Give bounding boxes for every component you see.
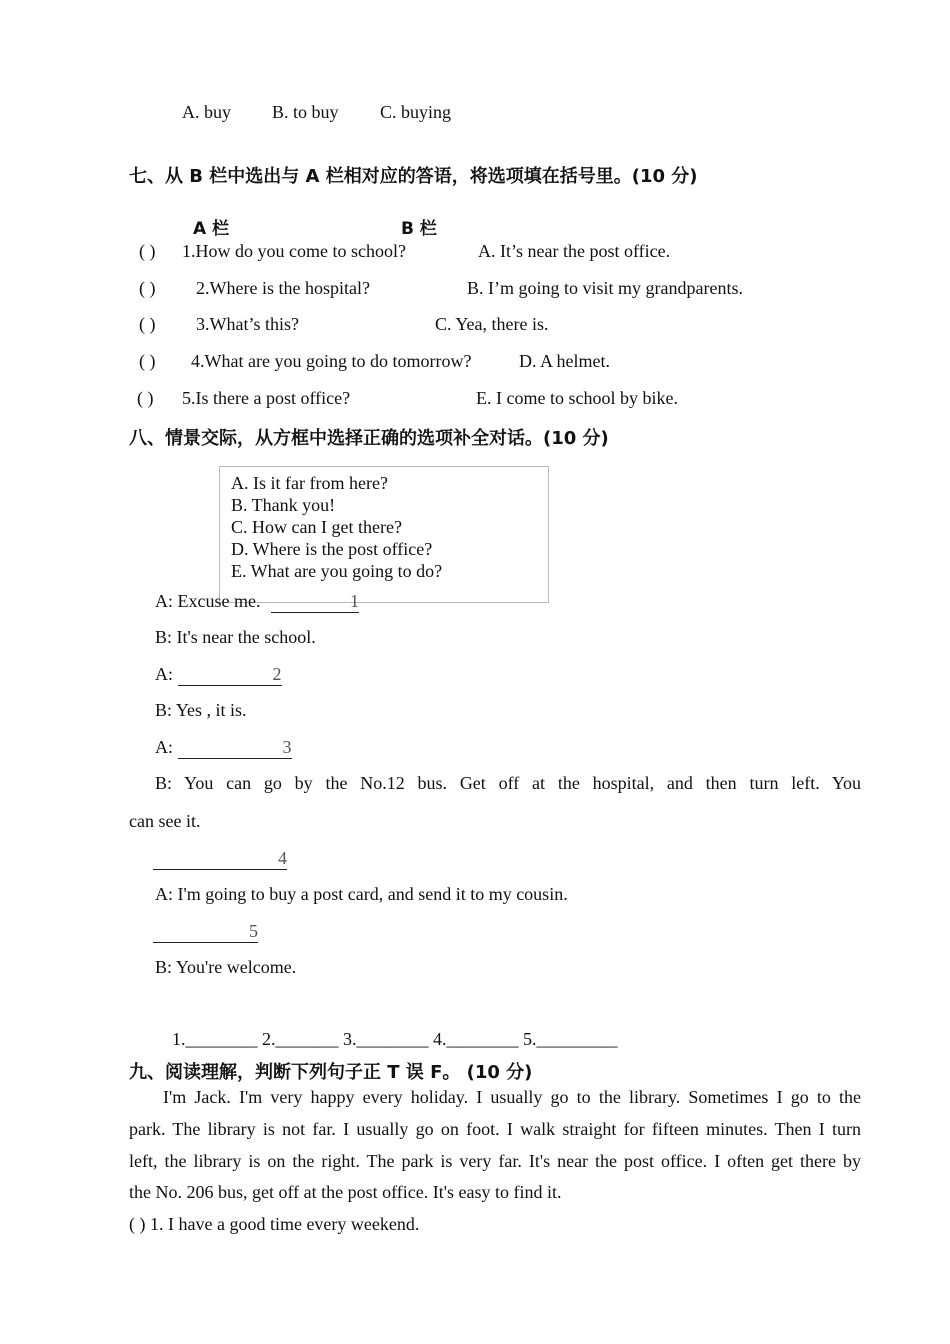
dialogue-line-5-speaker: A: — [155, 737, 173, 757]
w: can — [226, 773, 252, 793]
passage-line-1: I'm Jack. I'm very happy every holiday. I usually go to the library. Sometimes I go to the — [163, 1087, 861, 1107]
section9-title: 九、阅读理解，判断下列句子正 T 误 F。 (10 分) — [129, 1062, 533, 1083]
question-3: 3.What’s this? — [196, 314, 299, 334]
question-2: 2.Where is the hospital? — [196, 278, 370, 298]
w: by — [294, 773, 313, 793]
w: the — [325, 773, 348, 793]
box-option-e: E. What are you going to do? — [231, 561, 443, 581]
w: B: — [155, 773, 173, 793]
dialogue-line-1-text: A: Excuse me. — [155, 591, 261, 611]
dialogue-blank-3[interactable]: 3 — [178, 737, 292, 759]
w: go — [263, 773, 282, 793]
w: hospital, — [592, 773, 655, 793]
dialogue-blank-4[interactable]: 4 — [153, 848, 287, 870]
answer-bracket-5[interactable]: ( ) — [137, 388, 154, 408]
w: at — [532, 773, 546, 793]
w: Get — [459, 773, 486, 793]
w: left. — [791, 773, 820, 793]
dialogue-blank-5[interactable]: 5 — [153, 921, 258, 943]
answer-e: E. I come to school by bike. — [476, 388, 678, 408]
w: turn — [749, 773, 779, 793]
question-5: 5.Is there a post office? — [182, 388, 351, 408]
w: You — [184, 773, 214, 793]
dialogue-line-6 — [155, 773, 861, 794]
box-option-b: B. Thank you! — [231, 495, 336, 515]
answer-d: D. A helmet. — [519, 351, 610, 371]
question-1: 1.How do you come to school? — [182, 241, 406, 261]
section8-title: 八、情景交际，从方框中选择正确的选项补全对话。(10 分) — [129, 428, 609, 449]
dialogue-blank-2[interactable]: 2 — [178, 664, 282, 686]
answer-line[interactable]: 1.________ 2._______ 3.________ 4.________ 5._________ — [172, 1029, 618, 1049]
dialogue-line-7 — [153, 848, 287, 870]
passage-line-2: park. The library is not far. I usually go on foot. I walk straight for fifteen minutes. Then I turn — [129, 1119, 861, 1139]
option-a: A. buy — [182, 102, 231, 122]
answer-bracket-3[interactable]: ( ) — [139, 314, 156, 334]
passage-line-4: the No. 206 bus, get off at the post office. It's easy to find it. — [129, 1182, 562, 1202]
passage-line-3: left, the library is on the right. The park is very far. It's near the post office. I often get there by — [129, 1151, 861, 1171]
dialogue-line-8: A: I'm going to buy a post card, and send it to my cousin. — [155, 884, 568, 904]
answer-c: C. Yea, there is. — [435, 314, 549, 334]
dialogue-line-3-speaker: A: — [155, 664, 173, 684]
dialogue-line-1 — [155, 591, 359, 613]
answer-bracket-1[interactable]: ( ) — [139, 241, 156, 261]
dialogue-line-4: B: Yes , it is. — [155, 700, 247, 720]
w: bus. — [417, 773, 448, 793]
dialogue-line-9 — [153, 921, 258, 943]
section7-title: 七、从 B 栏中选出与 A 栏相对应的答语，将选项填在括号里。(10 分) — [129, 166, 698, 187]
column-a-header: A 栏 — [193, 219, 230, 239]
option-c: C. buying — [380, 102, 452, 122]
w: the — [557, 773, 580, 793]
answer-bracket-2[interactable]: ( ) — [139, 278, 156, 298]
w: You — [831, 773, 862, 793]
answer-b: B. I’m going to visit my grandparents. — [467, 278, 743, 298]
answer-bracket-4[interactable]: ( ) — [139, 351, 156, 371]
option-b: B. to buy — [272, 102, 339, 122]
answer-a: A. It’s near the post office. — [478, 241, 671, 261]
dialogue-blank-1[interactable]: 1 — [271, 591, 359, 613]
reading-question-1[interactable]: ( ) 1. I have a good time every weekend. — [129, 1214, 420, 1234]
dialogue-line-10: B: You're welcome. — [155, 957, 297, 977]
column-b-header: B 栏 — [401, 219, 437, 239]
dialogue-line-6b: can see it. — [129, 811, 201, 831]
w: off — [498, 773, 520, 793]
box-option-c: C. How can I get there? — [231, 517, 402, 537]
w: then — [705, 773, 737, 793]
question-4: 4.What are you going to do tomorrow? — [191, 351, 472, 371]
dialogue-line-3 — [155, 664, 282, 686]
w: and — [666, 773, 693, 793]
box-option-a: A. Is it far from here? — [231, 473, 388, 493]
dialogue-line-2: B: It's near the school. — [155, 627, 316, 647]
box-option-d: D. Where is the post office? — [231, 539, 433, 559]
dialogue-line-5 — [155, 737, 292, 759]
w: No.12 — [360, 773, 405, 793]
